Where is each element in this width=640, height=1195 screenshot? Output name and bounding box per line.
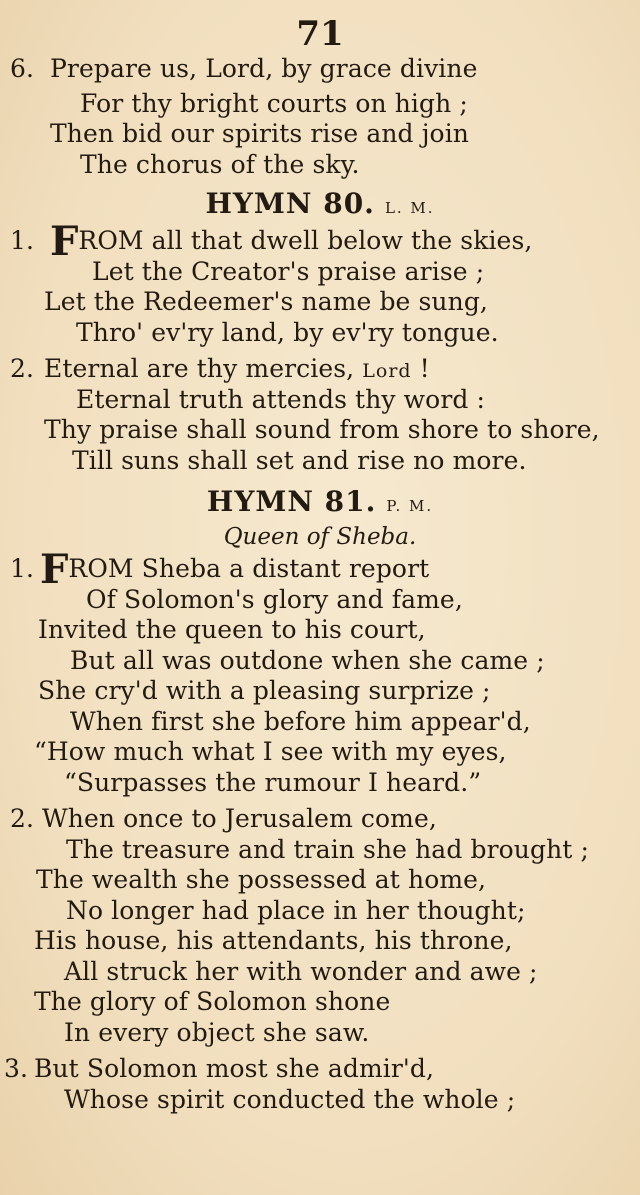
verse-line: Let the Creator's praise arise ; <box>92 256 485 286</box>
hymn-81-verse-2 <box>0 804 640 1048</box>
hymn-81-verse-3 <box>0 1054 640 1115</box>
verse-number: 2. <box>10 354 35 383</box>
verse-line: The glory of Solomon shone <box>34 987 391 1016</box>
verse-number: 2. <box>10 804 35 833</box>
verse-line: His house, his attendants, his throne, <box>34 926 513 955</box>
hymn-81-title <box>0 484 640 520</box>
verse-number: 1. <box>10 226 35 255</box>
verse-line: Thro' ev'ry land, by ev'ry tongue. <box>76 317 499 347</box>
verse-line <box>0 354 640 385</box>
verse-line: She cry'd with a pleasing surprize ; <box>38 676 491 705</box>
verse-line: The chorus of the sky. <box>80 149 360 179</box>
verse-line <box>0 54 640 85</box>
small-caps-lord: Lord <box>362 360 412 382</box>
hymn-meter: P. M. <box>386 497 434 515</box>
drop-cap: F <box>40 546 69 593</box>
hymn-meter: L. M. <box>384 199 435 217</box>
verse-line: The treasure and train she had brought ; <box>66 834 589 864</box>
verse-line-punct: ! <box>411 354 430 383</box>
verse-line: Whose spirit conducted the whole ; <box>64 1084 516 1114</box>
hymn-title-text: HYMN 80. <box>205 187 375 220</box>
verse-line-text: When once to Jerusalem come, <box>42 804 437 833</box>
verse-line-text: Eternal are thy mercies, <box>44 354 355 383</box>
verse-line-text: ROM all that dwell below the skies, <box>78 226 533 255</box>
verse-line: Let the Redeemer's name be sung, <box>44 287 488 316</box>
verse-line: For thy bright courts on high ; <box>80 88 468 118</box>
verse-line: “How much what I see with my eyes, <box>34 737 507 766</box>
verse-number: 3. <box>4 1054 29 1083</box>
page-number: 71 <box>296 14 344 54</box>
verse-line: Till suns shall set and rise no more. <box>72 445 527 475</box>
drop-cap: F <box>50 218 79 265</box>
verse-line-text: Prepare us, Lord, by grace divine <box>50 54 478 83</box>
verse-line: Thy praise shall sound from shore to shore, <box>44 415 600 444</box>
hymn-80-title <box>0 186 640 222</box>
verse-line: The wealth she possessed at home, <box>36 865 487 894</box>
verse-line-text: ROM Sheba a distant report <box>68 554 430 583</box>
hymn-title-text: HYMN 81. <box>206 485 377 518</box>
hymn-80-verse-2 <box>0 354 640 476</box>
verse-line: When first she before him appear'd, <box>70 706 531 736</box>
verse-number: 6. <box>10 54 35 83</box>
verse-line: Of Solomon's glory and fame, <box>86 584 463 614</box>
verse-line <box>0 804 640 835</box>
verse-line: Then bid our spirits rise and join <box>50 119 469 148</box>
verse-line: No longer had place in her thought; <box>66 895 526 925</box>
verse-number: 1. <box>10 554 35 583</box>
verse-line: Eternal truth attends thy word : <box>76 384 486 414</box>
hymn-81-subtitle: Queen of Sheba. <box>223 524 417 550</box>
verse-line <box>0 1054 640 1085</box>
prev-verse <box>0 54 640 180</box>
verse-line: “Surpasses the rumour I heard.” <box>64 767 482 797</box>
verse-line: Invited the queen to his court, <box>38 615 426 644</box>
verse-line-text: But Solomon most she admir'd, <box>34 1054 435 1083</box>
hymn-80-verse-1 <box>0 218 640 348</box>
verse-line: In every object she saw. <box>64 1017 370 1047</box>
verse-line: But all was outdone when she came ; <box>70 645 545 675</box>
verse-line <box>0 218 640 265</box>
verse-line: All struck her with wonder and awe ; <box>64 956 538 986</box>
verse-line <box>0 546 640 593</box>
hymn-81-verse-1 <box>0 546 640 798</box>
